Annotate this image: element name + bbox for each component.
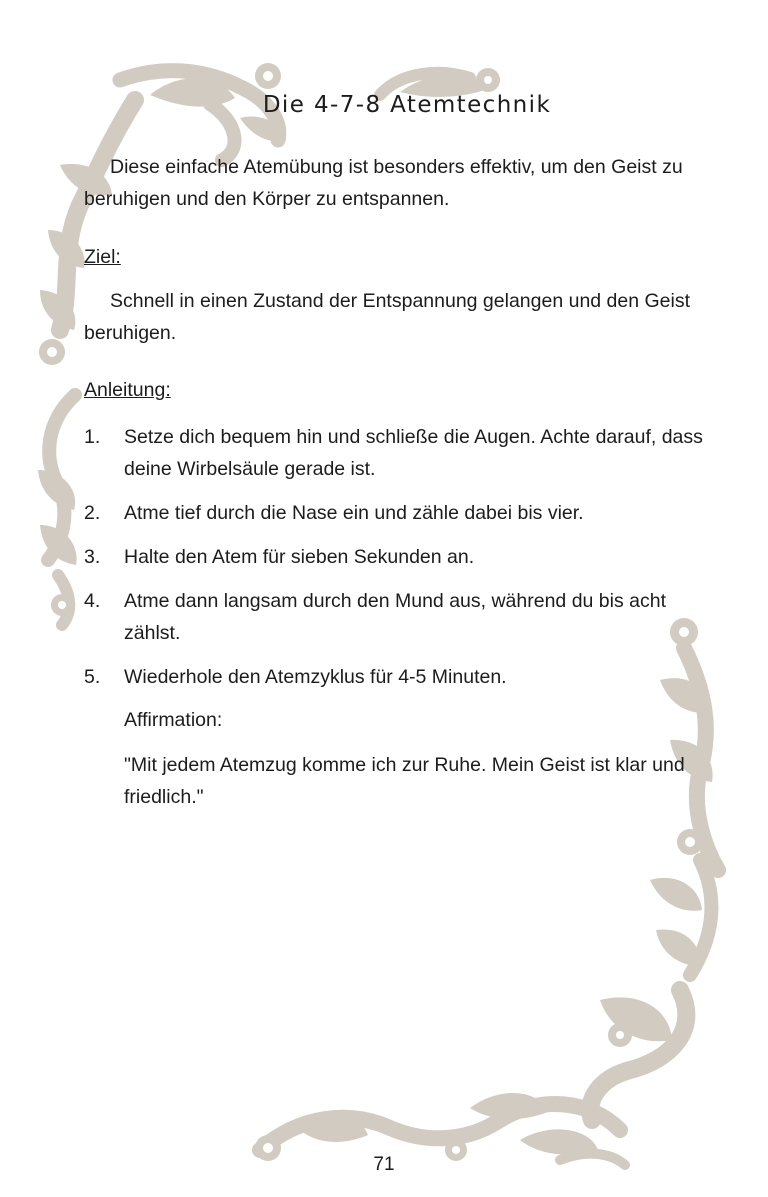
step-text: Atme dann langsam durch den Mund aus, während du bis acht zählst. [124,590,667,644]
instructions-heading: Anleitung: [84,379,171,401]
step-text: Halte den Atem für sieben Sekunden an. [124,546,475,568]
instruction-steps [84,421,704,705]
step-text: Atme tief durch die Nase ein und zähle dabei bis vier. [124,502,584,524]
step-number: 4. [84,590,101,612]
step-text: Setze dich bequem hin und schließe die Augen. Achte darauf, dass deine Wirbelsäule gerade ist. [124,426,703,480]
step-text: Wiederhole den Atemzyklus für 4-5 Minuten. [124,666,507,688]
page-title: Die 4-7-8 Atemtechnik [262,92,552,118]
step-item [84,497,704,529]
step-item [84,585,704,649]
step-number: 2. [84,502,101,524]
step-item [84,541,704,573]
step-item [84,421,704,485]
step-number: 5. [84,666,101,688]
goal-heading: Ziel: [84,246,121,268]
intro-paragraph: Diese einfache Atemübung ist besonders effektiv, um den Geist zu beruhigen und den Körper zu entspannen. [84,156,683,210]
affirmation-label: Affirmation: [124,709,223,731]
step-number: 1. [84,426,101,448]
goal-paragraph: Schnell in einen Zustand der Entspannung gelangen und den Geist beruhigen. [84,290,691,344]
step-item [84,661,704,693]
affirmation-text: "Mit jedem Atemzug komme ich zur Ruhe. Mein Geist ist klar und friedlich." [124,754,685,808]
step-number: 3. [84,546,101,568]
page-number: 71 [373,1154,395,1175]
